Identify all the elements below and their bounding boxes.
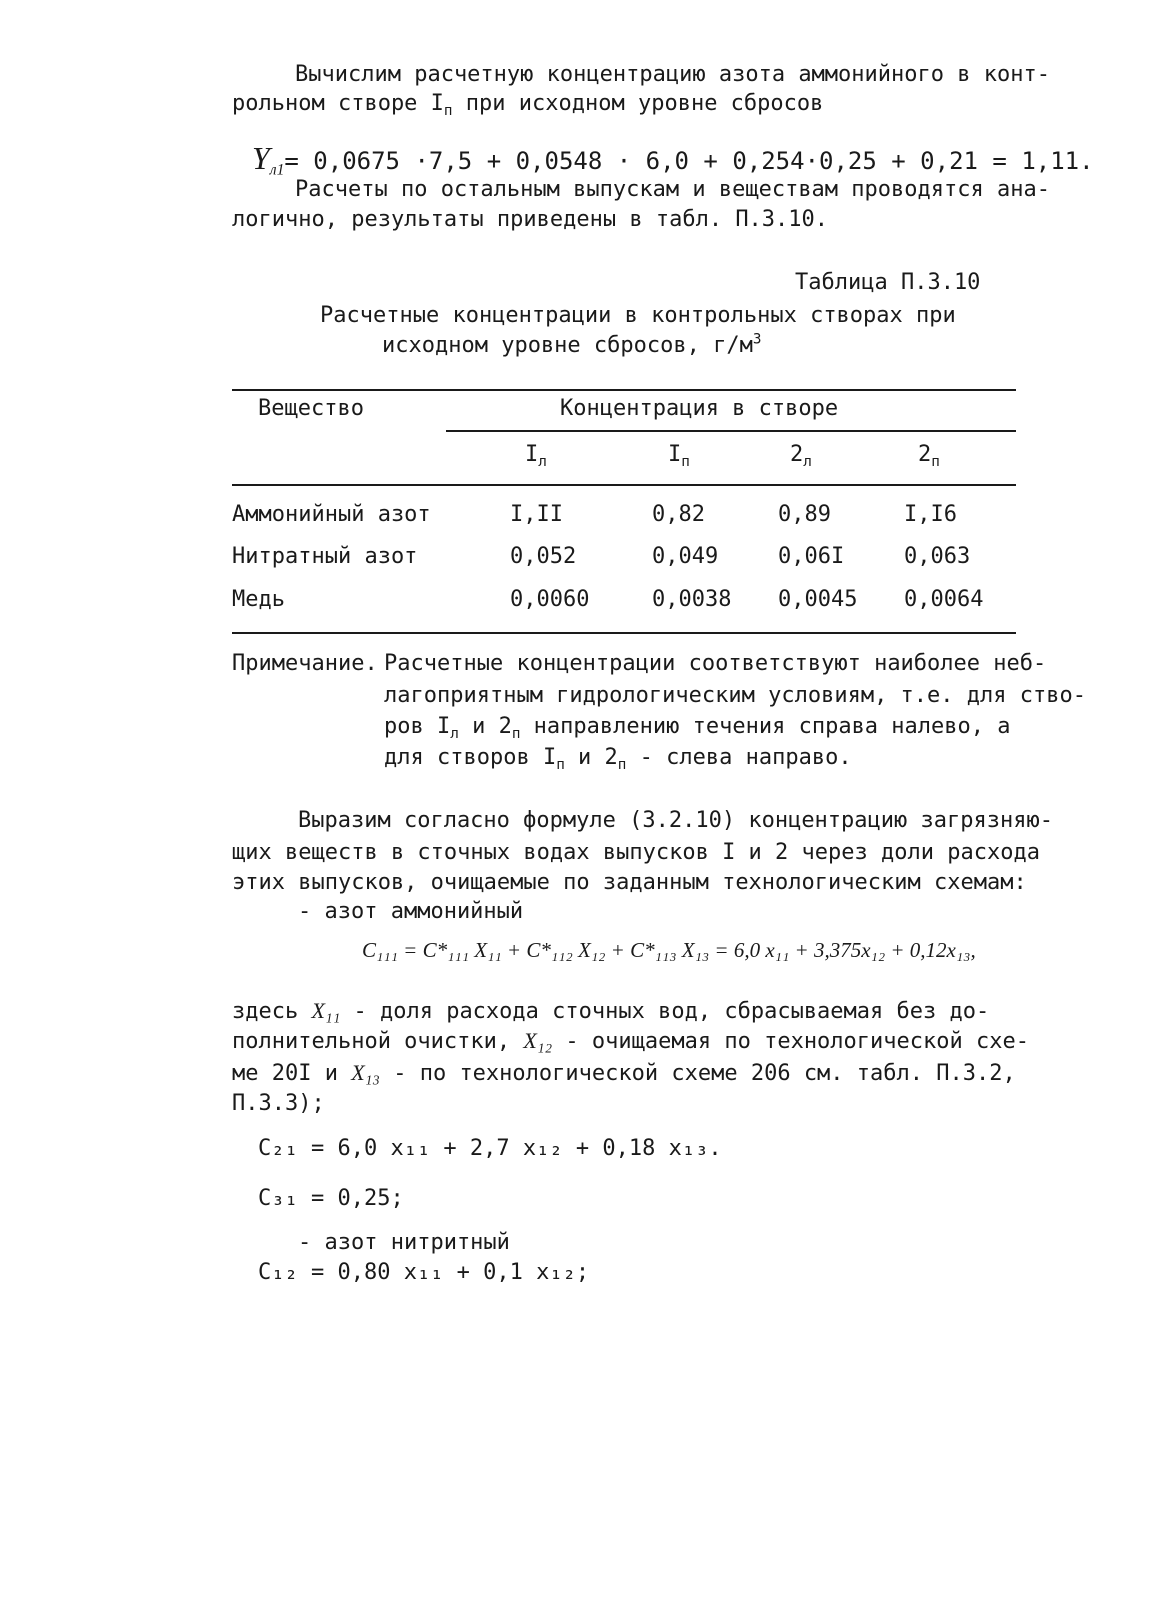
intro-line-2: рольном створе $I_п$ при исходном уровне сбросов [232,91,824,119]
para3-line-3: ме 20I и X₁₃ - по технологической схеме 206 см. табл. П.3.2, [232,1060,1016,1086]
table-row-name: Аммонийный азот [232,502,431,527]
table-row-name: Нитратный азот [232,544,418,569]
table-col-2l: $2_л$ [790,442,812,470]
formula-c21: C₂₁ = 6,0 x₁₁ + 2,7 x₁₂ + 0,18 x₁₃. [258,1136,722,1161]
formula-c111: C₁₁₁ = C*₁₁₁ X₁₁ + C*₁₁₂ X₁₂ + C*₁₁₃ X₁₃ = 6,0 x₁₁ + 3,375x₁₂ + 0,12x₁₃, [362,938,976,962]
formula-c12: C₁₂ = 0,80 x₁₁ + 0,1 x₁₂; [258,1260,590,1285]
table-number: Таблица П.3.10 [795,270,981,295]
note-line-2: лагоприятным гидрологическим условиям, т.е. для ство- [384,683,1086,708]
table-group-rule [446,430,1016,432]
table-header-rule [232,484,1016,486]
table-col-2p: $2_п$ [918,442,940,470]
table-top-rule [232,389,1016,391]
para2-line-1: Выразим согласно формуле (3.2.10) концентрацию загрязняю- [298,808,1053,833]
table-header-group: Концентрация в створе [560,396,839,421]
para2-line-3: этих выпусков, очищаемые по заданным технологическим схемам: [232,870,1027,895]
table-cell: I,I6 [904,502,957,527]
table-cell: 0,0045 [778,587,858,612]
para1-line-1: Расчеты по остальным выпускам и веществам проводятся ана- [295,177,1050,202]
table-col-1p: $I_п$ [668,442,690,470]
note-line-4: для створов $I_п$ и $2_п$ - слева направо. [384,745,852,773]
intro-line-1: Вычислим расчетную концентрацию азота аммонийного в конт- [295,62,1050,87]
table-caption-line-2: исходном уровне сбросов, $г/м^3$ [382,331,762,358]
table-cell: 0,052 [510,544,577,569]
table-cell: 0,89 [778,502,831,527]
table-bottom-rule [232,632,1016,634]
table-row-name: Медь [232,587,285,612]
formula-c31: C₃₁ = 0,25; [258,1186,404,1211]
table-cell: 0,0038 [652,587,732,612]
para1-line-2: логично, результаты приведены в табл. П.3.10. [232,207,829,232]
table-cell: 0,06I [778,544,845,569]
note-label: Примечание. [232,651,378,676]
para3-line-1: здесь X₁₁ - доля расхода сточных вод, сбрасываемая без до- [232,998,990,1024]
table-cell: I,II [510,502,563,527]
table-col-1l: $I_л$ [525,442,547,470]
para3-line-4: П.3.3); [232,1091,325,1116]
table-cell: 0,063 [904,544,971,569]
para2-line-2: щих веществ в сточных водах выпусков I и 2 через доли расхода [232,840,1040,865]
table-cell: 0,0064 [904,587,984,612]
formula-y-l1: $Y_{л1}= 0,0675 \cdot 7,5 + 0,0548 \cdot 6,0 + 0,254\cdot 0,25 + 0,21 = 1,11$. [252,140,1094,179]
table-caption-line-1: Расчетные концентрации в контрольных створах при [320,303,956,328]
label-nitrite-nitrogen: - азот нитритный [298,1230,510,1255]
table-header-substance: Вещество [258,396,364,421]
table-cell: 0,0060 [510,587,590,612]
para2-line-4: - азот аммонийный [298,899,524,924]
note-line-3: ров $I_л$ и $2_п$ направлению течения справа налево, а [384,714,1011,742]
note-line-1: Расчетные концентрации соответствуют наиболее неб- [384,651,1047,676]
table-cell: 0,049 [652,544,719,569]
para3-line-2: полнительной очистки, X₁₂ - очищаемая по технологической схе- [232,1028,1029,1054]
table-cell: 0,82 [652,502,705,527]
